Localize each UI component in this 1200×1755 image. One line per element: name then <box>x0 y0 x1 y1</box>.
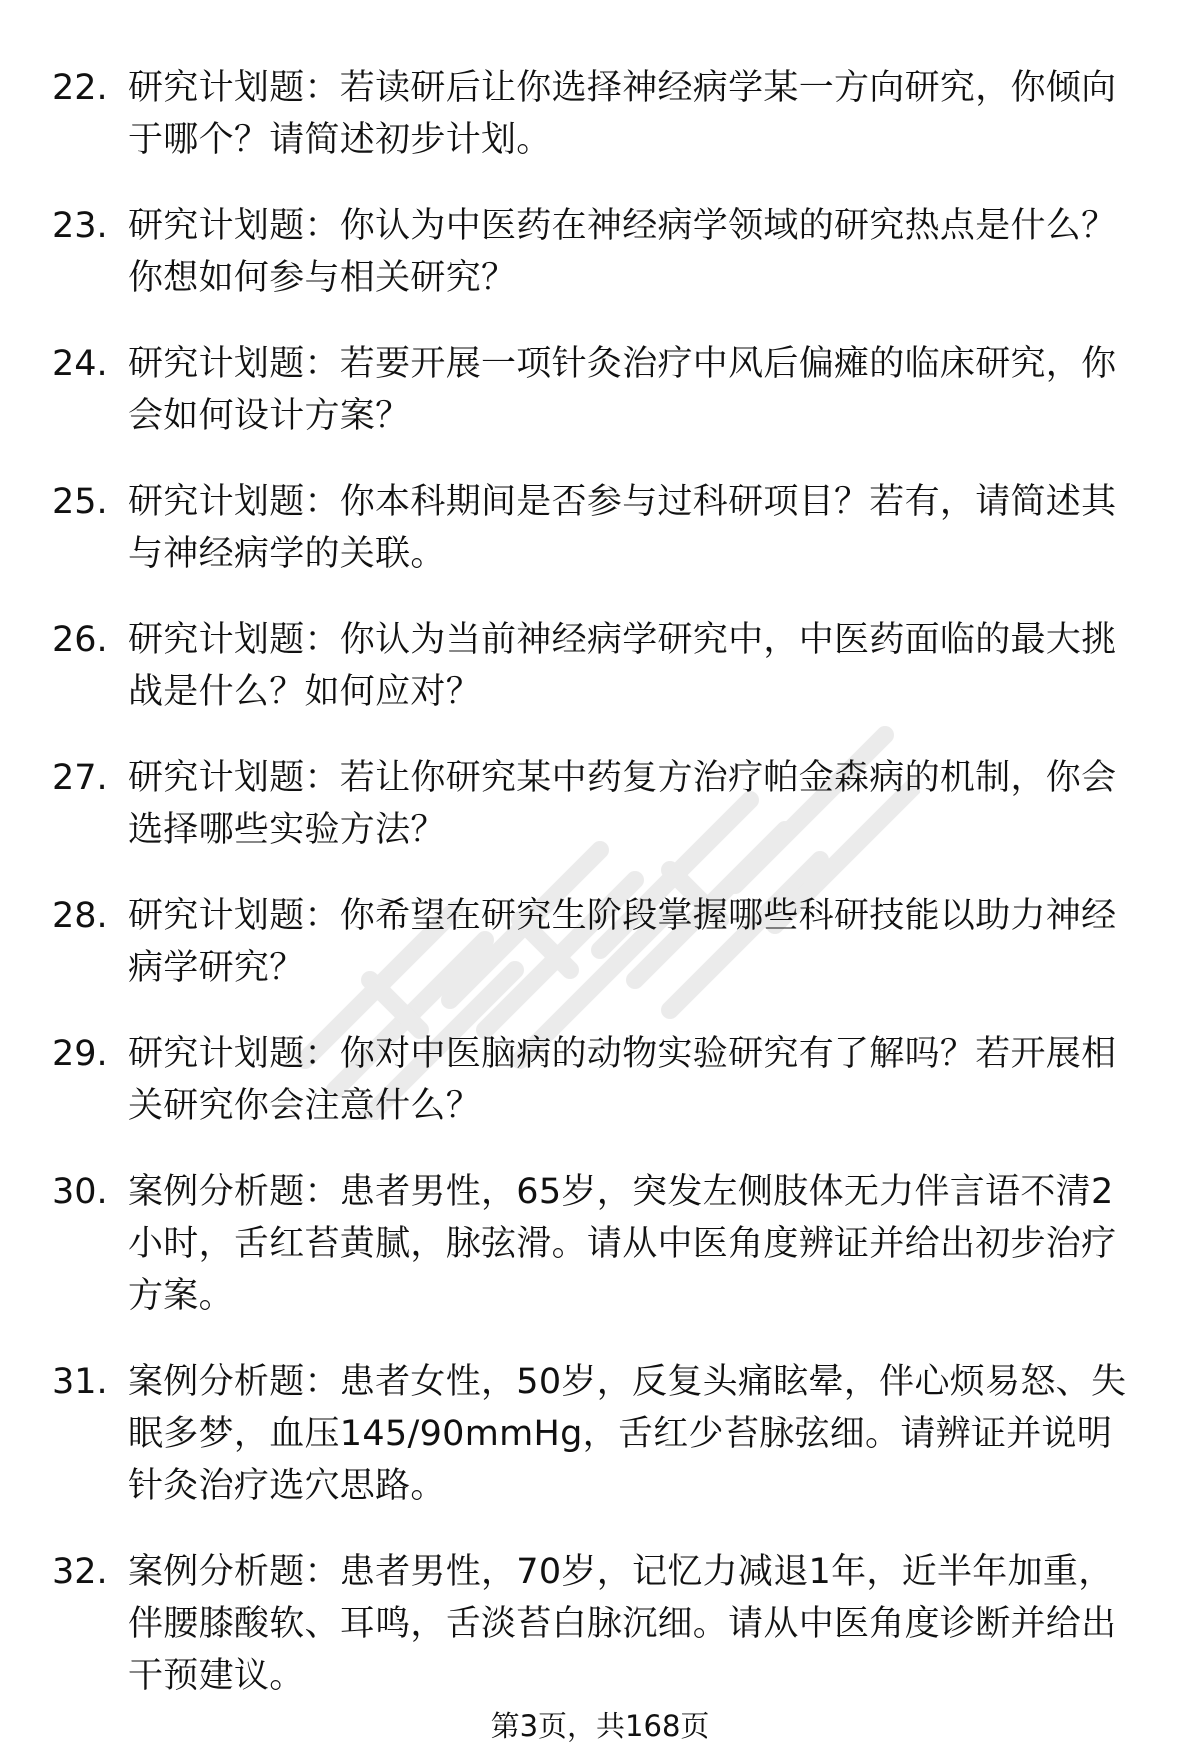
question-item-23 <box>52 200 1152 304</box>
page-footer <box>0 1708 1200 1744</box>
question-number: 32. <box>52 1552 108 1592</box>
question-list <box>52 62 1152 1736</box>
question-item-30 <box>52 1166 1152 1322</box>
question-item-22 <box>52 62 1152 166</box>
question-text: 研究计划题：若读研后让你选择神经病学某一方向研究，你倾向于哪个？请简述初步计划。 <box>128 68 1117 160</box>
question-text: 研究计划题：若要开展一项针灸治疗中风后偏瘫的临床研究，你会如何设计方案？ <box>128 344 1117 436</box>
question-number: 26. <box>52 620 108 660</box>
question-text: 研究计划题：你认为中医药在神经病学领域的研究热点是什么？你想如何参与相关研究？ <box>128 206 1117 298</box>
question-text: 研究计划题：你希望在研究生阶段掌握哪些科研技能以助力神经病学研究？ <box>128 896 1117 988</box>
question-item-26 <box>52 614 1152 718</box>
question-text: 案例分析题：患者男性，65岁，突发左侧肢体无力伴言语不清2小时，舌红苔黄腻，脉弦滑。请从中医角度辨证并给出初步治疗方案。 <box>128 1172 1117 1316</box>
question-text: 研究计划题：若让你研究某中药复方治疗帕金森病的机制，你会选择哪些实验方法？ <box>128 758 1117 850</box>
question-number: 28. <box>52 896 108 936</box>
question-item-24 <box>52 338 1152 442</box>
question-number: 23. <box>52 206 108 246</box>
question-item-32 <box>52 1546 1152 1702</box>
question-item-25 <box>52 476 1152 580</box>
question-text: 案例分析题：患者男性，70岁，记忆力减退1年，近半年加重，伴腰膝酸软、耳鸣，舌淡苔白脉沉细。请从中医角度诊断并给出干预建议。 <box>128 1552 1117 1696</box>
question-item-29 <box>52 1028 1152 1132</box>
question-item-31 <box>52 1356 1152 1512</box>
question-text: 研究计划题：你对中医脑病的动物实验研究有了解吗？若开展相关研究你会注意什么？ <box>128 1034 1117 1126</box>
question-number: 27. <box>52 758 108 798</box>
question-number: 25. <box>52 482 108 522</box>
question-number: 24. <box>52 344 108 384</box>
question-number: 30. <box>52 1172 108 1212</box>
question-text: 研究计划题：你本科期间是否参与过科研项目？若有，请简述其与神经病学的关联。 <box>128 482 1117 574</box>
question-number: 29. <box>52 1034 108 1074</box>
question-item-28 <box>52 890 1152 994</box>
question-number: 22. <box>52 68 108 108</box>
question-number: 31. <box>52 1362 108 1402</box>
page-number: 第3页，共168页 <box>490 1709 710 1743</box>
question-text: 案例分析题：患者女性，50岁，反复头痛眩晕，伴心烦易怒、失眠多梦，血压145/90mmHg，舌红少苔脉弦细。请辨证并说明针灸治疗选穴思路。 <box>128 1362 1127 1506</box>
question-item-27 <box>52 752 1152 856</box>
question-text: 研究计划题：你认为当前神经病学研究中，中医药面临的最大挑战是什么？如何应对？ <box>128 620 1117 712</box>
